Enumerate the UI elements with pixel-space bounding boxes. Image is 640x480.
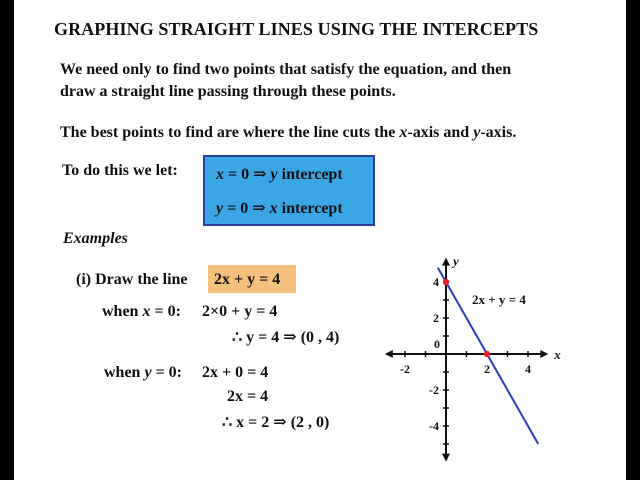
rule1-word: intercept [277, 166, 343, 183]
rule1-lhs-rest: = 0 ⇒ [224, 166, 271, 183]
x-tick-label: -2 [400, 362, 410, 376]
x-axis-arrow-right [540, 350, 548, 358]
x-axis-label: x [554, 347, 561, 362]
y-tick-label: -2 [429, 383, 439, 397]
best-points-mid: -axis and [407, 124, 474, 141]
rule2-var: x [269, 200, 278, 217]
y-intercept-point [443, 279, 449, 285]
when-x-var: x [142, 303, 151, 320]
example-equation: 2x + y = 4 [214, 271, 281, 288]
when-y-var: y [144, 364, 152, 381]
y-axis-arrow-up [442, 258, 450, 266]
when-y-simplified: 2x = 4 [227, 388, 269, 405]
y-axis-arrow-down [442, 454, 450, 462]
x-axis-arrow-left [385, 350, 393, 358]
best-points-suffix: -axis. [480, 124, 517, 141]
when-y-substitution: 2x + 0 = 4 [202, 364, 269, 381]
y-tick-label: -4 [429, 419, 439, 433]
x-tick-label: 4 [525, 362, 531, 376]
slide [14, 0, 626, 480]
x-tick-label: 2 [484, 362, 490, 376]
y-intercept-result: ∴ y = 4 ⇒ (0 , 4) [232, 329, 340, 346]
rule2-word: intercept [277, 200, 343, 217]
y-axis-label: y [453, 253, 459, 269]
when-x-suffix: = 0: [150, 303, 181, 320]
when-y-suffix: = 0: [151, 364, 183, 381]
origin-label: 0 [434, 337, 440, 351]
rule2-lhs-var: y [216, 200, 224, 217]
intercept-graph [14, 0, 626, 480]
y-tick-label: 4 [433, 275, 439, 289]
when-x-prefix: when [102, 303, 143, 320]
x-intercept-result: ∴ x = 2 ⇒ (2 , 0) [222, 414, 330, 431]
examples-heading: Examples [63, 230, 128, 247]
intro-line-2: draw a straight line passing through these points. [60, 83, 396, 100]
example-i-label: (i) Draw the line [76, 271, 188, 288]
best-points-prefix: The best points to find are where the line cuts the [60, 124, 400, 141]
y-tick-label: 2 [433, 311, 439, 325]
rule2-lhs-rest: = 0 ⇒ [223, 200, 270, 217]
line-equation-label: 2x + y = 4 [472, 292, 526, 307]
slide-title: GRAPHING STRAIGHT LINES USING THE INTERCEPTS [54, 19, 539, 39]
intro-line-1: We need only to find two points that satisfy the equation, and then [60, 61, 512, 78]
x-axis-var: x [399, 124, 408, 141]
y-axis-var: y [473, 124, 481, 141]
rule1-var: y [270, 166, 278, 183]
x-intercept-point [484, 351, 490, 357]
when-y-prefix: when [104, 364, 145, 381]
let-label: To do this we let: [62, 162, 178, 179]
when-x-substitution: 2×0 + y = 4 [202, 303, 278, 320]
rule1-lhs-var: x [216, 166, 224, 183]
